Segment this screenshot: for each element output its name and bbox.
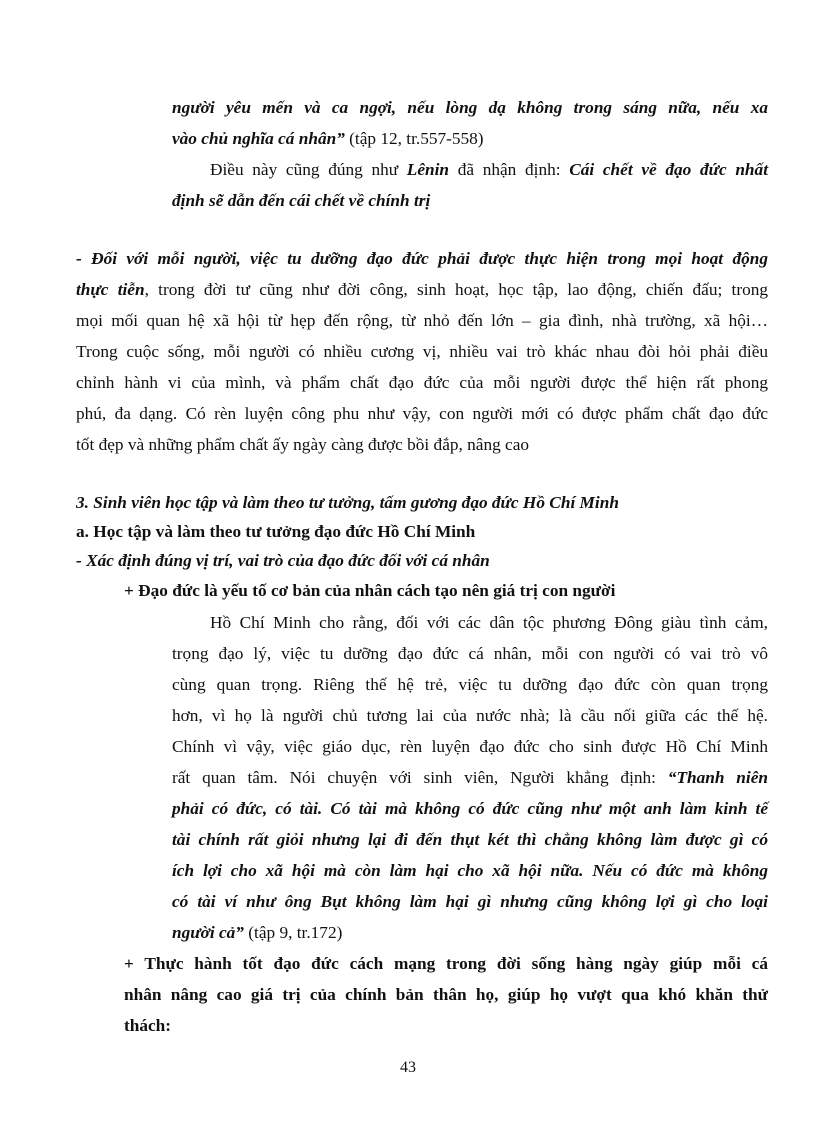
quote-fragment: người cả” xyxy=(172,923,244,942)
name-emphasis: Lênin xyxy=(406,160,450,179)
section-heading: 3. Sinh viên học tập và làm theo tư tưởng, tấm gương đạo đức Hồ Chí Minh xyxy=(76,493,619,512)
quote-line: ích lợi cho xã hội mà còn làm hại cho xã hội nữa. Nếu có đức mà không xyxy=(172,861,768,880)
quote-line: có tài ví như ông Bụt không làm hại gì nhưng cũng không lợi gì cho loại xyxy=(172,892,768,911)
quote-fragment: Cái chết về đạo đức nhất xyxy=(569,160,768,179)
text-fragment: thực tiễn xyxy=(76,280,145,299)
page-number: 43 xyxy=(400,1059,416,1076)
text-line: thách: xyxy=(124,1016,172,1035)
text-line: + Thực hành tốt đạo đức cách mạng trong đời sống hàng ngày giúp mỗi cá xyxy=(124,954,768,973)
text-line: cùng quan trọng. Riêng thế hệ trẻ, việc tu dưỡng đạo đức còn quan trọng xyxy=(172,675,768,694)
text-fragment: đã nhận định: xyxy=(449,160,570,179)
quote-fragment: “Thanh niên xyxy=(667,768,769,787)
text-line xyxy=(76,279,768,301)
citation: (tập 12, tr.557-558) xyxy=(344,129,484,148)
citation: (tập 9, tr.172) xyxy=(243,923,343,942)
text-line: Hồ Chí Minh cho rằng, đối với các dân tộc phương Đông giàu tình cảm, xyxy=(210,613,768,632)
text-line: người yêu mến và ca ngợi, nếu lòng dạ không trong sáng nữa, nếu xa xyxy=(172,98,768,117)
text-line: trọng đạo lý, việc tu dưỡng đạo đức cá nhân, mỗi con người có vai trò vô xyxy=(172,644,768,663)
text-line: chỉnh hành vi của mình, và phẩm chất đạo đức của mỗi người được thể hiện rất phong xyxy=(76,373,768,392)
text-fragment: Điều này cũng đúng như xyxy=(210,160,407,179)
text-line: định sẽ dẫn đến cái chết về chính trị xyxy=(172,191,431,210)
text-line: hơn, vì họ là người chủ tương lai của nước nhà; là cầu nối giữa các thế hệ. xyxy=(172,706,768,725)
text-line: Chính vì vậy, việc giáo dục, rèn luyện đạo đức cho sinh được Hồ Chí Minh xyxy=(172,737,768,756)
text-line: nhân nâng cao giá trị của chính bản thân họ, giúp họ vượt qua khó khăn thử xyxy=(124,985,768,1004)
text-line: - Đối với mỗi người, việc tu dưỡng đạo đức phải được thực hiện trong mọi hoạt động xyxy=(76,249,768,268)
text-line xyxy=(172,922,768,944)
quote-line: phải có đức, có tài. Có tài mà không có đức cũng như một anh làm kinh tế xyxy=(172,799,768,818)
text-line: tốt đẹp và những phẩm chất ấy ngày càng được bồi đắp, nâng cao xyxy=(76,435,530,454)
quote-line: tài chính rất giỏi nhưng lại đi đến thụt két thì chẳng không làm được gì có xyxy=(172,830,768,849)
text-fragment: , trong đời tư cũng như đời công, sinh hoạt, học tập, lao động, chiến đấu; trong xyxy=(144,280,768,299)
point-heading: - Xác định đúng vị trí, vai trò của đạo đức đối với cá nhân xyxy=(76,551,490,570)
text-line xyxy=(172,767,768,789)
text-line: Trong cuộc sống, mỗi người có nhiều cương vị, nhiều vai trò khác nhau đòi hỏi phải điều xyxy=(76,342,768,361)
text-line: phú, đa dạng. Có rèn luyện công phu như vậy, con người mới có được phẩm chất đạo đức xyxy=(76,404,768,423)
text-line: mọi mối quan hệ xã hội từ hẹp đến rộng, từ nhỏ đến lớn – gia đình, nhà trường, xã hội… xyxy=(76,311,768,330)
subsection-heading: a. Học tập và làm theo tư tưởng đạo đức Hồ Chí Minh xyxy=(76,522,476,541)
text-line xyxy=(172,128,768,150)
text-fragment: rất quan tâm. Nói chuyện với sinh viên, Người khẳng định: xyxy=(172,768,668,787)
quote-fragment: vào chủ nghĩa cá nhân” xyxy=(172,129,345,148)
sub-point-heading: + Đạo đức là yếu tố cơ bản của nhân cách tạo nên giá trị con người xyxy=(124,581,616,600)
text-line xyxy=(210,159,768,181)
